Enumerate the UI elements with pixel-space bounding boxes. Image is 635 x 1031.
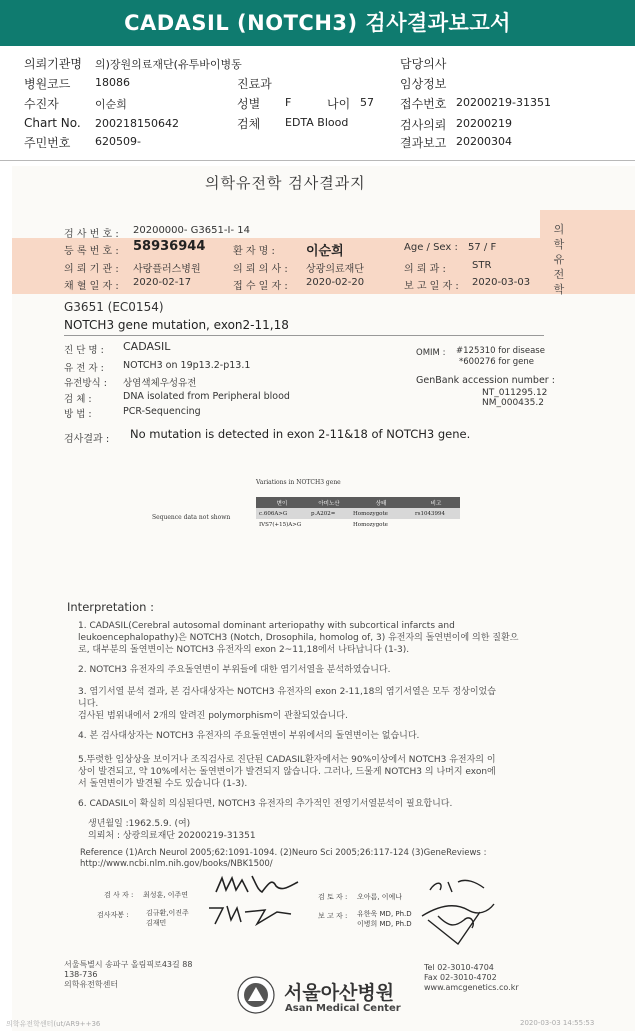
- reference-block: [80, 848, 486, 870]
- receipt-value: 2020-02-20: [306, 277, 365, 288]
- meta-line: 생년월일 :1962.5.9. (여): [88, 819, 191, 829]
- value-hospital-code: 18086: [95, 76, 130, 89]
- reg-no-label: 등 록 번 호 :: [64, 246, 119, 257]
- paragraph-line: 서 돌연변이가 발견될 수도 있습니다 (1-3).: [78, 779, 248, 789]
- age-sex-value: 57 / F: [468, 242, 497, 253]
- paragraph-line: 4. 본 검사대상자는 NOTCH3 유전자의 주요돌연변이 부위에서의 돌연변이는 없습니다.: [78, 731, 420, 741]
- label-hospital-code: 병원코드: [24, 77, 71, 91]
- collect-label: 채 혈 일 자 :: [64, 281, 119, 292]
- address-line: 138-736: [64, 970, 98, 979]
- footer-bottom-left: 의학유전학센터(ut/AR9++36: [6, 1020, 101, 1028]
- interpretation-title: Interpretation :: [67, 600, 154, 614]
- sequence-note: Sequence data not shown: [152, 514, 231, 521]
- label-receipt-no: 접수번호: [400, 97, 447, 111]
- value-institution: 의)장원의료재단(유투바이병동: [95, 58, 242, 71]
- diagnosis-value: CADASIL: [123, 340, 171, 353]
- label-chart-no: Chart No.: [24, 116, 81, 130]
- variations-title: Variations in NOTCH3 gene: [256, 479, 341, 486]
- table-cell: rs1043994: [412, 508, 460, 519]
- exam-no-label: 검 사 번 호 :: [64, 229, 119, 240]
- table-cell: c.606A>G: [256, 508, 308, 519]
- value-receipt-no: 20200219-31351: [456, 96, 551, 109]
- paragraph-line: 5.뚜렷한 임상상을 보이거나 조직검사로 진단된 CADASIL환자에서는 90%이상에서 NOTCH3 유전자의 이: [78, 755, 496, 765]
- supervisor-signature: [205, 900, 295, 928]
- report-banner-title: CADASIL (NOTCH3) 검사결과보고서: [0, 0, 635, 46]
- paragraph-line: 니다.: [78, 699, 99, 709]
- patient-label: 환 자 명 :: [233, 246, 275, 257]
- footer-address: [64, 960, 192, 990]
- omim-label: OMIM :: [416, 348, 446, 358]
- supervisor-value-1: 김규환,이진주: [146, 909, 189, 917]
- specimen-value: DNA isolated from Peripheral blood: [123, 391, 290, 402]
- label-clinical-info: 임상정보: [400, 77, 447, 91]
- interpretation-paragraph-6: [78, 798, 452, 810]
- side-label-text: 의학유전학: [553, 223, 565, 296]
- value-chart-no: 200218150642: [95, 117, 179, 130]
- dept-value: STR: [472, 260, 492, 271]
- supervisor-value-2: 김재민: [146, 919, 167, 927]
- method-value: PCR-Sequencing: [123, 406, 201, 417]
- value-request-date: 20200219: [456, 117, 512, 130]
- variations-header-cell: 변이: [256, 497, 308, 508]
- value-specimen: EDTA Blood: [285, 116, 349, 129]
- label-sex: 성별: [237, 97, 261, 111]
- tel: Tel 02-3010-4704: [424, 963, 494, 972]
- variations-header-cell: 상태: [350, 497, 412, 508]
- interpretation-paragraph-5: [78, 754, 496, 790]
- side-vertical-label: [552, 222, 566, 297]
- test-name-rule: [64, 335, 544, 336]
- label-department: 진료과: [237, 77, 272, 91]
- table-cell: [308, 519, 350, 530]
- reporter-label: 보 고 자 :: [318, 912, 348, 920]
- reg-no-value: 58936944: [133, 239, 206, 254]
- label-resident-no: 주민번호: [24, 136, 71, 150]
- table-cell: Homozygote: [353, 521, 388, 528]
- table-row: [256, 508, 460, 519]
- paragraph-line: 1. CADASIL(Cerebral autosomal dominant arteriopathy with subcortical infarcts and: [78, 621, 455, 631]
- variations-table: [256, 497, 460, 530]
- variations-header-cell: 아미노산: [308, 497, 350, 508]
- table-cell: p.A202=: [308, 508, 350, 519]
- method-label: 방 법 :: [64, 409, 92, 420]
- value-report-date: 20200304: [456, 135, 512, 148]
- reporter-value-2: 이병희 MD, Ph.D: [357, 920, 412, 928]
- doctor-value: 상광의료재단: [306, 264, 364, 275]
- meta-line: 의뢰처 : 상광의료재단 20200219-31351: [88, 831, 256, 841]
- collect-value: 2020-02-17: [133, 277, 192, 288]
- patient-meta: [88, 818, 256, 842]
- report-date-label: 보 고 일 자 :: [404, 281, 459, 292]
- inst-value: 사랑플러스병원: [133, 264, 201, 275]
- test-code: G3651 (EC0154): [64, 300, 164, 314]
- omim-disease: #125310 for disease: [456, 346, 545, 356]
- table-cell: IVS7(+15)A>G: [259, 521, 302, 528]
- gene-label: 유 전 자 :: [64, 363, 104, 374]
- result-label: 검사결과 :: [64, 434, 110, 445]
- dept-label: 의 뢰 과 :: [404, 264, 446, 275]
- logo-english-name: Asan Medical Center: [285, 1003, 401, 1014]
- reference-line: http://www.ncbi.nlm.nih.gov/books/NBK1500/: [80, 859, 273, 869]
- variations-header-row: [256, 497, 460, 508]
- header-divider: [0, 160, 635, 161]
- paragraph-line: 2. NOTCH3 유전자의 주요돌연변이 부위들에 대한 염기서열을 분석하였습니다.: [78, 665, 391, 675]
- value-sex: F: [285, 96, 292, 109]
- inst-label: 의 뢰 기 관 :: [64, 264, 119, 275]
- reviewer-value: 오아름, 이예나: [357, 893, 403, 901]
- paragraph-line: 3. 염기서열 분석 결과, 본 검사대상자는 NOTCH3 유전자의 exon 2-11,18의 염기서열은 모두 정상이었습: [78, 687, 496, 697]
- table-cell: [412, 519, 460, 530]
- reporter-value-1: 유한욱 MD, Ph.D: [357, 910, 412, 918]
- doctor-label: 의 뢰 의 사 :: [233, 264, 288, 275]
- paragraph-line: 검사된 범위내에서 2개의 알려진 polymorphism이 관찰되었습니다.: [78, 711, 348, 721]
- asan-medical-center-logo: [236, 975, 276, 1015]
- patient-value: 이순희: [306, 244, 344, 259]
- paragraph-line: 상이 발견되고, 약 10%에서는 돌연변이가 발견되지 않습니다. 그러나, 드물게 NOTCH3 의 나머지 exon에: [78, 767, 496, 777]
- age-sex-label: Age / Sex :: [404, 242, 458, 253]
- value-resident-no: 620509-: [95, 135, 141, 148]
- inherit-value: 상염색체우성유전: [123, 378, 197, 389]
- genbank-nm: NM_000435.2: [482, 398, 544, 408]
- examiner-label: 검 사 자 :: [104, 891, 134, 899]
- table-row: [256, 519, 460, 530]
- examiner-value: 최성훈, 이주연: [143, 891, 189, 899]
- label-request-date: 검사의뢰: [400, 118, 447, 132]
- inherit-label: 유전방식 :: [64, 378, 107, 389]
- supervisor-label: 검사자봉 :: [97, 911, 129, 919]
- label-age: 나이: [327, 97, 351, 111]
- label-specimen: 검체: [237, 117, 261, 131]
- genbank-nt: NT_011295.12: [482, 388, 548, 398]
- paragraph-line: leukoencephalopathy)은 NOTCH3 (Notch, Drosophila, homolog of, 3) 유전자의 돌연변이에 의한 질환으: [78, 633, 519, 643]
- value-age: 57: [360, 96, 374, 109]
- omim-gene: *600276 for gene: [459, 357, 535, 367]
- label-institution: 의뢰기관명: [24, 57, 82, 71]
- interpretation-paragraph-1: [78, 620, 518, 656]
- specimen-label: 검 체 :: [64, 394, 92, 405]
- examiner-signature: [212, 872, 302, 900]
- reviewer-label: 검 토 자 :: [318, 893, 348, 901]
- report-date-value: 2020-03-03: [472, 277, 531, 288]
- interpretation-paragraph-3: [78, 686, 496, 722]
- value-patient: 이순희: [95, 98, 127, 111]
- genbank-label: GenBank accession number :: [416, 375, 555, 386]
- receipt-label: 접 수 일 자 :: [233, 281, 288, 292]
- fax: Fax 02-3010-4702: [424, 973, 497, 982]
- gene-value: NOTCH3 on 19p13.2-p13.1: [123, 360, 251, 371]
- table-cell: Homozygote: [350, 508, 412, 519]
- footer-contact: [424, 963, 519, 993]
- test-name: NOTCH3 gene mutation, exon2-11,18: [64, 318, 289, 332]
- reference-line: Reference (1)Arch Neurol 2005;62:1091-1094. (2)Neuro Sci 2005;26:117-124 (3)GeneReviews :: [80, 848, 487, 858]
- logo-korean-name: 서울아산병원: [284, 982, 395, 1004]
- footer-bottom-right: 2020-03-03 14:55:53: [520, 1019, 595, 1027]
- exam-no-value: 20200000- G3651-I- 14: [133, 225, 250, 236]
- interpretation-paragraph-2: [78, 664, 390, 676]
- reporter-signature: [418, 876, 498, 948]
- address-line: 서울특별시 송파구 올림픽로43길 88: [64, 960, 193, 969]
- website: www.amcgenetics.co.kr: [424, 983, 519, 992]
- paragraph-line: 6. CADASIL이 확실히 의심된다면, NOTCH3 유전자의 추가적인 전영기서열분석이 필요합니다.: [78, 799, 453, 809]
- label-patient: 수진자: [24, 97, 59, 111]
- diagnosis-label: 진 단 명 :: [64, 345, 104, 356]
- label-doctor: 담당의사: [400, 57, 447, 71]
- label-report-date: 결과보고: [400, 136, 447, 150]
- result-value: No mutation is detected in exon 2-11&18 of NOTCH3 gene.: [130, 427, 471, 441]
- report-title: 의학유전학 검사결과지: [205, 174, 366, 192]
- paragraph-line: 로, 대부분의 돌연변이는 NOTCH3 유전자의 exon 2~11,18에서 나타납니다 (1-3).: [78, 645, 410, 655]
- address-line: 의학유전학센터: [64, 980, 119, 989]
- interpretation-paragraph-4: [78, 730, 419, 742]
- variations-header-cell: 비고: [412, 497, 460, 508]
